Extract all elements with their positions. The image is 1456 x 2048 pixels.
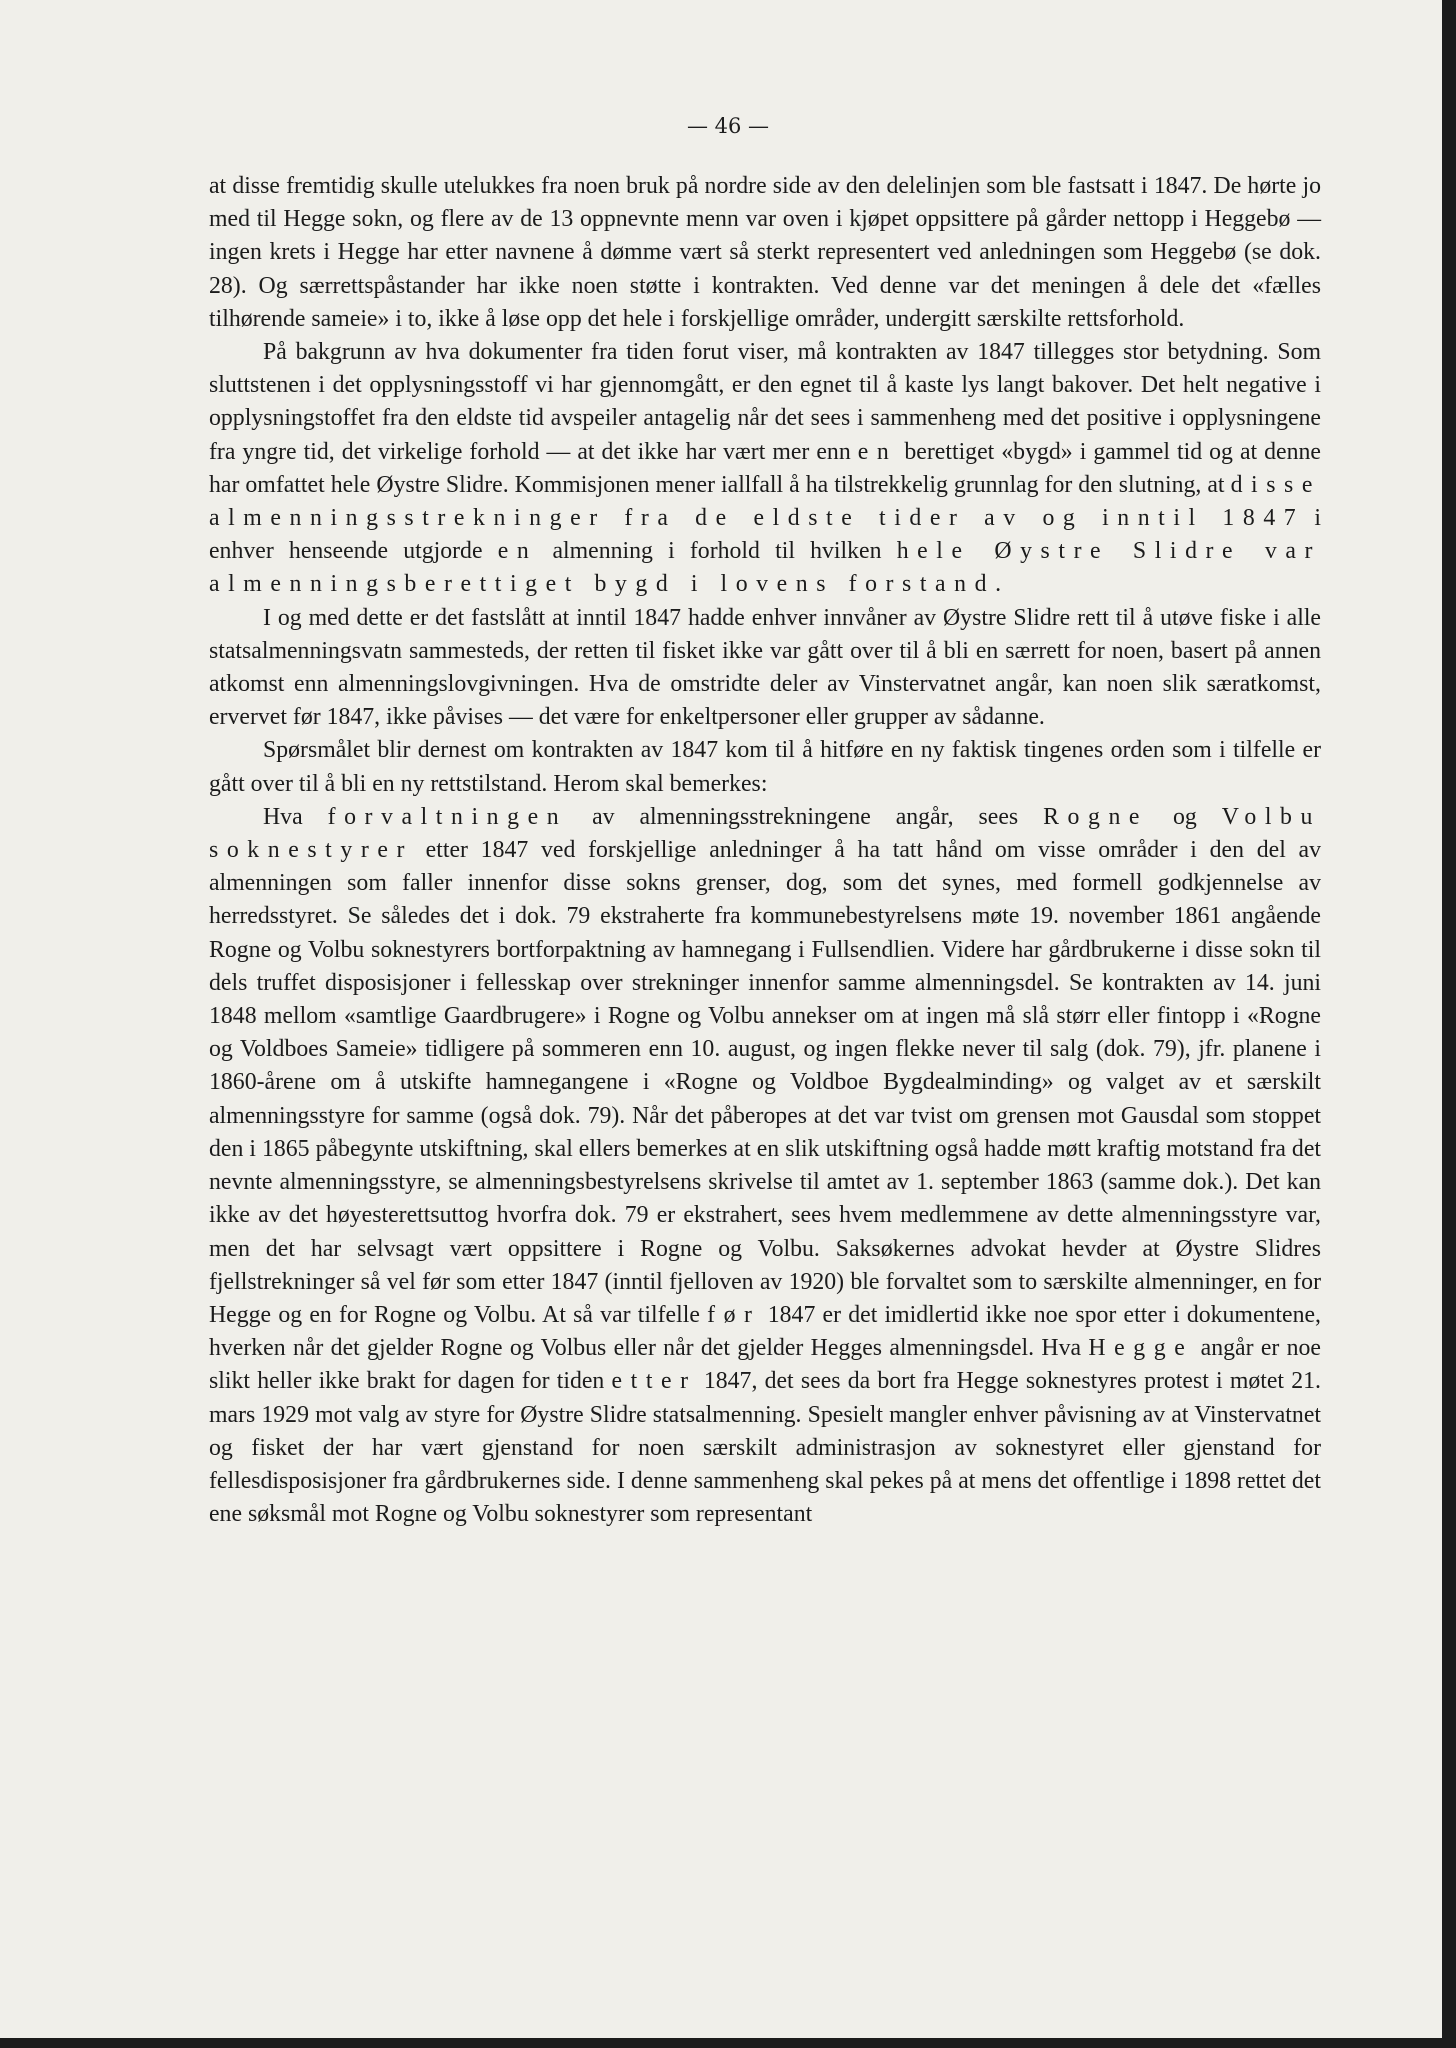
- text-run: og: [1148, 803, 1222, 830]
- text-run: angår er noe slikt heller ikke brakt for dagen for tiden: [209, 1335, 1321, 1395]
- text-run: 1847, det sees da bort fra Hegge soknestyres protest i møtet 21. mars 1929 mot valg av styre for Øystre Slidre statsalmenning. Spesielt mangler enhver påvisning av at Vinstervatnet og fisket der har vært gjenstand for noen særskilt administrasjon av soknestyret eller gjenstand for fellesdisposisjoner fra gårdbrukernes side. I denne sammenheng skal pekes på at mens det offentlige i 1898 rettet det ene søksmål mot Rogne og Volbu soknestyrer som representant: [209, 1368, 1321, 1528]
- spaced-emphasis: Rogne: [1043, 803, 1149, 830]
- text-run: .: [995, 571, 1002, 598]
- text-run: almenning i forhold til hvilken: [537, 538, 897, 565]
- paragraph: [209, 734, 1321, 800]
- text-run: etter 1847 ved forskjellige anledninger å ha tatt hånd om visse områder i den del av almenningen som faller innenfor disse sokns grenser, dog, som det synes, med formell godkjennelse av herredsstyret. Se således det i dok. 79 ekstraherte fra kommunebestyrelsens møte 19. november 1861 angående Rogne og Volbu soknestyrers bortforpaktning av hamnegang i Fullsendlien. Videre har gårdbrukerne i disse sokn til dels truffet disposisjoner i fellesskap over strekninger innenfor samme almenningsdel. Se kontrakten av 14. juni 1848 mellom «samtlige Gaardbrugere» i Rogne og Volbu annekser om at ingen må slå størr eller fintopp i «Rogne og Voldboes Sameie» tidligere på sommeren enn 10. august, og ingen flekke never til salg (dok. 79), jfr. planene i 1860-årene om å utskifte hamnegangene i «Rogne og Voldboe Bygdealminding» og valget av et særskilt almenningsstyre for samme (også dok. 79). Når det påberopes at det var tvist om grensen mot Gausdal som stoppet den i 1865 påbegynte utskiftning, skal ellers bemerkes at en slik utskiftning også hadde møtt kraftig motstand fra det nevnte almenningsstyre, se almenningsbestyrelsens skrivelse til amtet av 1. september 1863 (samme dok.). Det kan ikke av det høyesterettsuttog hvorfra dok. 79 er ekstrahert, sees hvem medlemmene av dette almenningsstyre var, men det har selvsagt vært oppsittere i Rogne og Volbu. Saksøkernes advokat hevder at Øystre Slidres fjellstrekninger så vel før som etter 1847 (inntil fjelloven av 1920) ble forvaltet som to særskilte almenninger, en for Hegge og en for Rogne og Volbu. At så var tilfelle: [209, 837, 1321, 1328]
- spaced-emphasis: en: [857, 438, 898, 465]
- text-run: berettiget «bygd» i gammel tid og at denne har omfattet hele Øystre Slidre. Kommisjonen mener iallfall å ha tilstrekkelig grunnlag for den slutning, at: [209, 438, 1321, 498]
- spaced-emphasis: Volbu soknestyrer: [209, 803, 1321, 864]
- text-run: På bakgrunn av hva dokumenter fra tiden forut viser, må kontrakten av 1847 tillegges stor betydning. Som sluttstenen i det opplysningsstoff vi har gjennomgått, er den egnet til å kaste lys langt bakover. Det helt negative i opplysningstoffet fra den eldste tid avspeiler antagelig når det sees i sammenheng med det positive i opplysningene fra yngre tid, det virkelige forhold — at det ikke har vært mer enn: [209, 339, 1321, 465]
- text-run: i enhver henseende utgjorde: [209, 505, 1322, 565]
- text-run: av almenningsstrekningene angår, sees: [567, 803, 1044, 830]
- paragraph: [209, 801, 1321, 1531]
- spaced-emphasis: etter: [611, 1368, 697, 1395]
- text-run: Hva: [263, 803, 328, 830]
- spaced-emphasis: en: [497, 538, 538, 565]
- spaced-emphasis: Hegge: [1088, 1335, 1194, 1362]
- text-run: at disse fremtidig skulle utelukkes fra noen bruk på nordre side av den delelinjen som ble fastsatt i 1847. De hørte jo med til Hegge sokn, og flere av de 13 oppnevnte menn var oven i kjøpet oppsittere på gårder nettopp i Heggebø — ingen krets i Hegge har etter navnene å dømme vært så sterkt representert ved anledningen som Heggebø (se dok. 28). Og særrettspåstander har ikke noen støtte i kontrakten. Ved denne var det meningen å dele det «fælles tilhørende sameie» i to, ikke å løse opp det hele i forskjellige områder, undergitt særskilte rettsforhold.: [209, 173, 1321, 332]
- text-run: Spørsmålet blir dernest om kontrakten av 1847 kom til å hitføre en ny faktisk tingenes orden som i tilfelle er gått over til å bli en ny rettstilstand. Herom skal bemerkes:: [209, 737, 1321, 797]
- spaced-emphasis: disse almenningsstrekninger fra de eldste tider av og inntil 1847: [209, 471, 1321, 532]
- spaced-emphasis: forvaltningen: [327, 803, 568, 830]
- text-run: 1847 er det imidlertid ikke noe spor etter i dokumentene, hverken når det gjelder Rogne og Volbus eller når det gjelder Hegges almenningsdel. Hva: [209, 1301, 1321, 1362]
- paragraph: [209, 336, 1321, 602]
- body-text: [209, 170, 1321, 1531]
- page-number: — 46 —: [686, 114, 770, 138]
- spaced-emphasis: før: [707, 1301, 761, 1328]
- paragraph: [209, 170, 1321, 336]
- spaced-emphasis: hele Øystre Slidre var almenningsberettiget bygd i lovens forstand: [209, 538, 1322, 598]
- paragraph: [209, 602, 1321, 735]
- text-run: I og med dette er det fastslått at inntil 1847 hadde enhver innvåner av Øystre Slidre rett til å utøve fiske i alle statsalmenningsvatn sammesteds, der retten til fisket ikke var gått over til å bli en særrett for noen, basert på annen atkomst enn almenningslovgivningen. Hva de omstridte deler av Vinstervatnet angår, kan noen slik særatkomst, ervervet før 1847, ikke påvises — det være for enkeltpersoner eller grupper av sådanne.: [209, 604, 1321, 731]
